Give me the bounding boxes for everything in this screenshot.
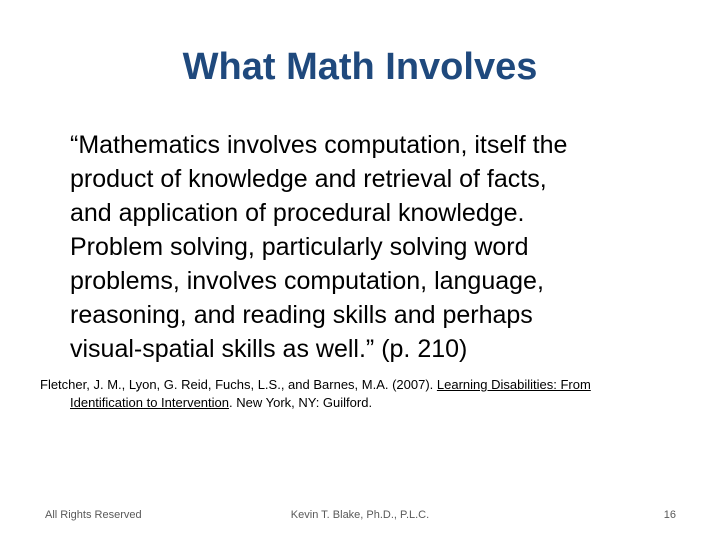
quote-line: reasoning, and reading skills and perhaps [70,301,533,329]
footer-author: Kevin T. Blake, Ph.D., P.L.C. [290,509,430,521]
quote-line: Problem solving, particularly solving word [70,233,529,261]
citation [40,376,690,412]
quote-block [70,128,690,366]
citation-book-title-cont: Identification to Intervention [70,395,229,410]
quote-line: “Mathematics involves computation, itself the [70,131,568,159]
quote-line: problems, involves computation, language, [70,267,544,295]
citation-authors: Fletcher, J. M., Lyon, G. Reid, Fuchs, L.S., and Barnes, M.A. (2007). [40,377,437,392]
page-number: 16 [663,509,676,521]
citation-publisher: . New York, NY: Guilford. [229,395,373,410]
quote-line: visual-spatial skills as well.” (p. 210) [70,335,468,363]
citation-line-2 [40,394,690,412]
footer-rights: All Rights Reserved [45,509,142,521]
slide-title: What Math Involves [182,46,538,88]
quote-line: and application of procedural knowledge. [70,199,525,227]
quote-line: product of knowledge and retrieval of facts, [70,165,547,193]
citation-book-title: Learning Disabilities: From [436,377,591,392]
